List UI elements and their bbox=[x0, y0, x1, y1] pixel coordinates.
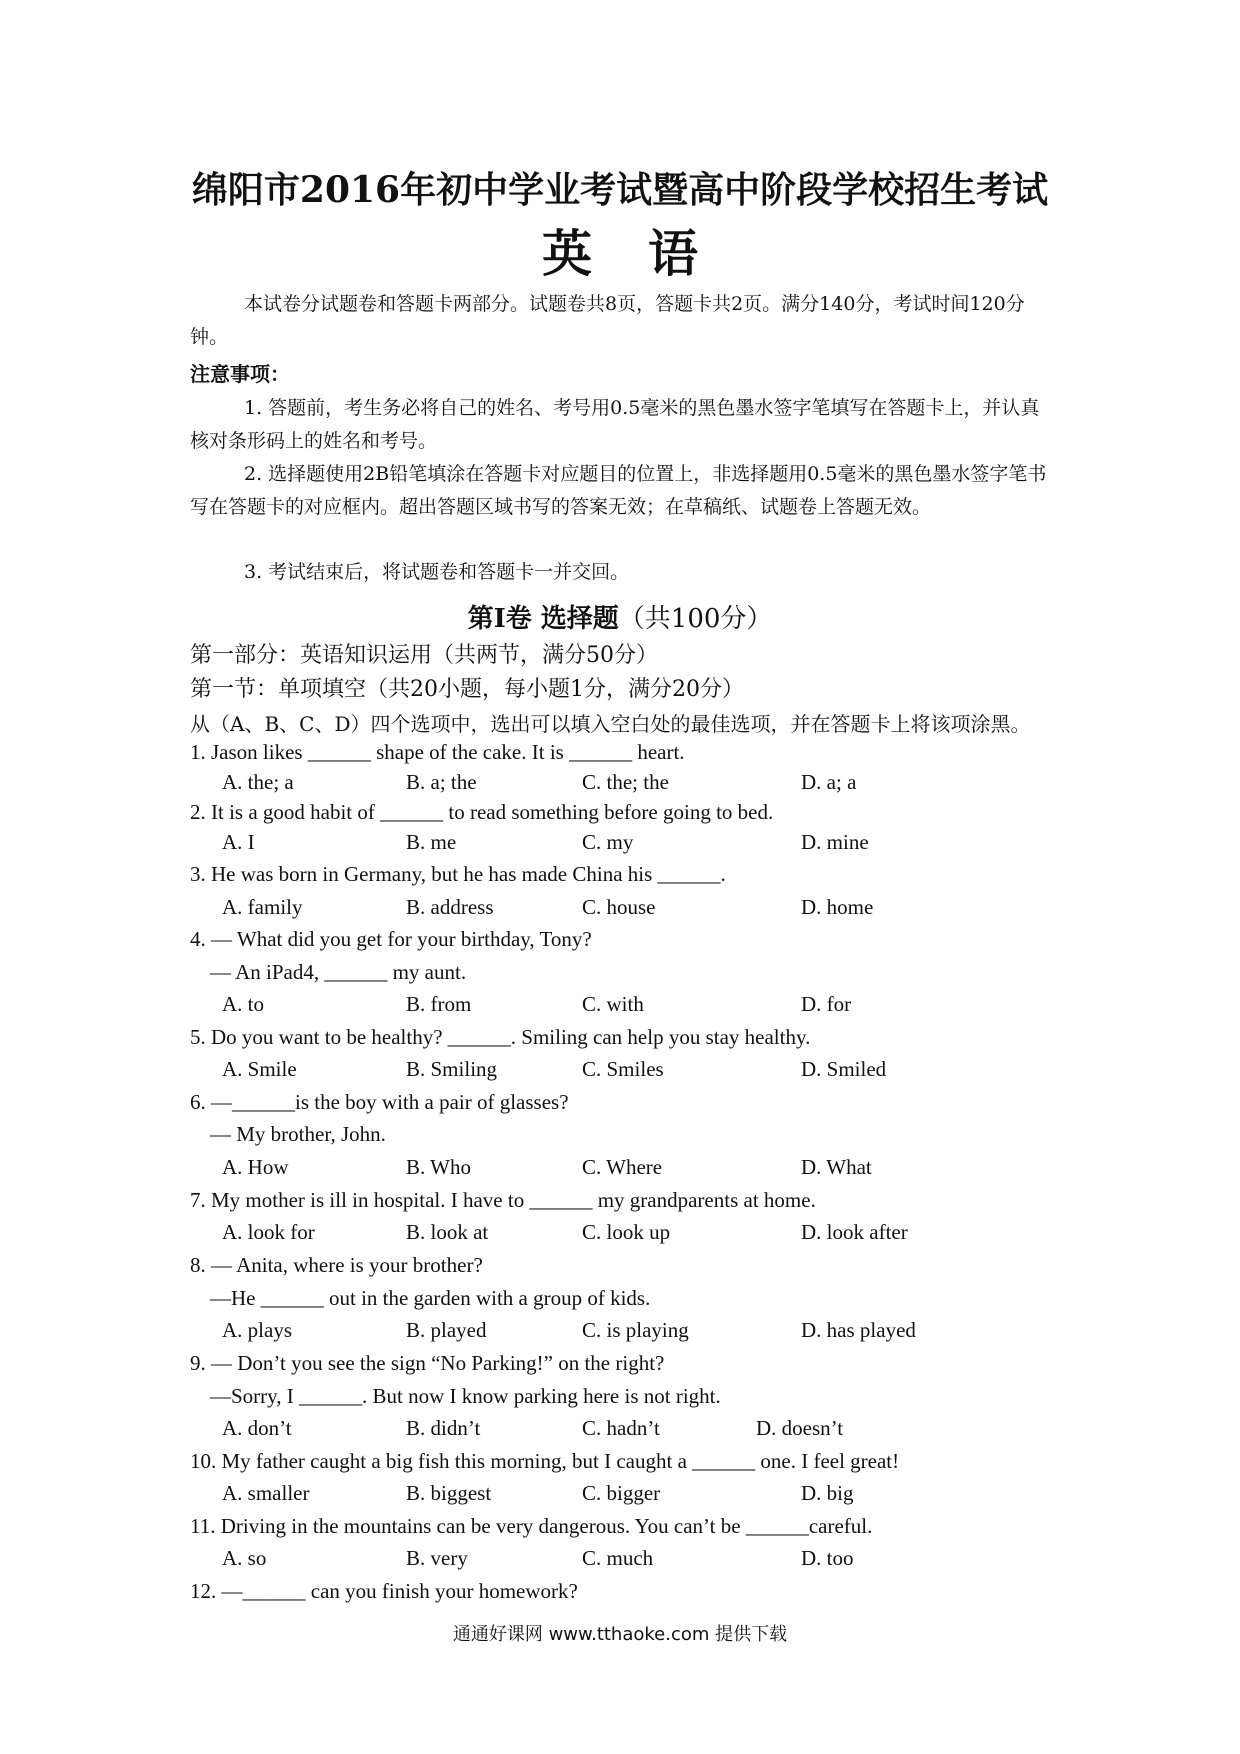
question-options bbox=[222, 992, 1022, 1018]
notice-item-3: 3. 考试结束后，将试题卷和答题卡一并交回。 bbox=[244, 561, 630, 583]
option-a: A. I bbox=[222, 830, 255, 854]
question-stem: 12. —______ can you finish your homework? bbox=[190, 1579, 578, 1603]
question-answer-line: — An iPad4, ______ my aunt. bbox=[210, 960, 467, 984]
question-options bbox=[222, 895, 1022, 921]
notice-heading: 注意事项： bbox=[190, 362, 290, 386]
question-options bbox=[222, 1318, 1022, 1344]
question-stem: 3. He was born in Germany, but he has made China his ______. bbox=[190, 862, 726, 886]
question-options bbox=[222, 770, 1022, 796]
question-stem: 7. My mother is ill in hospital. I have to ______ my grandparents at home. bbox=[190, 1188, 816, 1212]
option-d: D. a; a bbox=[801, 770, 857, 794]
option-b: B. Who bbox=[406, 1155, 471, 1179]
question-stem: 8. — Anita, where is your brother? bbox=[190, 1253, 483, 1277]
question-stem: 1. Jason likes ______ shape of the cake. It is ______ heart. bbox=[190, 740, 685, 764]
question-stem: 4. — What did you get for your birthday, Tony? bbox=[190, 927, 592, 951]
option-a: A. the; a bbox=[222, 770, 294, 794]
option-a: A. smaller bbox=[222, 1481, 310, 1505]
exam-title: 绵阳市2016年初中学业考试暨高中阶段学校招生考试 bbox=[191, 169, 1049, 211]
option-d: D. too bbox=[801, 1546, 854, 1570]
volume-title-score: （共100分） bbox=[618, 604, 773, 634]
option-c: C. with bbox=[582, 992, 644, 1016]
notice-item-2: 2. 选择题使用2B铅笔填涂在答题卡对应题目的位置上，非选择题用0.5毫米的黑色墨水签字笔书写在答题卡的对应框内。超出答题区域书写的答案无效；在草稿纸、试题卷上答题无效。 bbox=[190, 463, 1047, 518]
option-d: D. Smiled bbox=[801, 1057, 887, 1081]
question-options bbox=[222, 1155, 1022, 1181]
option-a: A. plays bbox=[222, 1318, 292, 1342]
question-options bbox=[222, 1481, 1022, 1507]
question-answer-line: —He ______ out in the garden with a group of kids. bbox=[210, 1286, 651, 1310]
option-a: A. family bbox=[222, 895, 303, 919]
question-stem: 2. It is a good habit of ______ to read something before going to bed. bbox=[190, 800, 774, 824]
question-options bbox=[222, 1546, 1022, 1572]
option-b: B. me bbox=[406, 830, 457, 854]
option-a: A. look for bbox=[222, 1220, 315, 1244]
section-heading: 第一节：单项填空（共20小题，每小题1分，满分20分） bbox=[190, 677, 744, 702]
page-footer: 通通好课网 www.tthaoke.com 提供下载 bbox=[452, 1624, 788, 1645]
question-options bbox=[222, 830, 1022, 856]
section-instruction: 从（A、B、C、D）四个选项中，选出可以填入空白处的最佳选项，并在答题卡上将该项涂黑。 bbox=[190, 712, 1031, 736]
part-heading: 第一部分：英语知识运用（共两节，满分50分） bbox=[190, 643, 658, 668]
question-options bbox=[222, 1416, 1022, 1442]
question-options bbox=[222, 1057, 1022, 1083]
option-b: B. address bbox=[406, 895, 494, 919]
option-c: C. bigger bbox=[582, 1481, 661, 1505]
option-b: B. didn’t bbox=[406, 1416, 481, 1440]
volume-title bbox=[0, 598, 1240, 635]
option-c: C. my bbox=[582, 830, 634, 854]
question-stem: 5. Do you want to be healthy? ______. Smiling can help you stay healthy. bbox=[190, 1025, 811, 1049]
notice-item-1: 1. 答题前，考生务必将自己的姓名、考号用0.5毫米的黑色墨水签字笔填写在答题卡上，并认真核对条形码上的姓名和考号。 bbox=[190, 397, 1040, 452]
option-b: B. played bbox=[406, 1318, 487, 1342]
option-d: D. has played bbox=[801, 1318, 916, 1342]
option-c: C. Where bbox=[582, 1155, 663, 1179]
option-d: D. mine bbox=[801, 830, 869, 854]
option-a: A. to bbox=[222, 992, 264, 1016]
option-a: A. so bbox=[222, 1546, 267, 1570]
question-stem: 9. — Don’t you see the sign “No Parking!” on the right? bbox=[190, 1351, 665, 1375]
subject-title: 英语 bbox=[542, 224, 754, 283]
question-stem: 6. —______is the boy with a pair of glasses? bbox=[190, 1090, 569, 1114]
option-d: D. big bbox=[801, 1481, 854, 1505]
option-a: A. How bbox=[222, 1155, 289, 1179]
volume-title-bold: 第I卷 选择题 bbox=[467, 604, 619, 634]
option-b: B. from bbox=[406, 992, 472, 1016]
option-c: C. much bbox=[582, 1546, 654, 1570]
option-a: A. Smile bbox=[222, 1057, 297, 1081]
option-c: C. hadn’t bbox=[582, 1416, 660, 1440]
option-d: D. What bbox=[801, 1155, 872, 1179]
question-stem: 11. Driving in the mountains can be very dangerous. You can’t be ______careful. bbox=[190, 1514, 873, 1538]
option-b: B. biggest bbox=[406, 1481, 492, 1505]
option-c: C. look up bbox=[582, 1220, 671, 1244]
option-c: C. Smiles bbox=[582, 1057, 664, 1081]
option-a: A. don’t bbox=[222, 1416, 292, 1440]
question-answer-line: —Sorry, I ______. But now I know parking here is not right. bbox=[210, 1384, 721, 1408]
option-d: D. doesn’t bbox=[756, 1416, 844, 1440]
intro-paragraph: 本试卷分试题卷和答题卡两部分。试题卷共8页，答题卡共2页。满分140分，考试时间120分钟。 bbox=[190, 293, 1025, 348]
option-d: D. for bbox=[801, 992, 852, 1016]
option-c: C. house bbox=[582, 895, 656, 919]
option-b: B. Smiling bbox=[406, 1057, 498, 1081]
option-c: C. the; the bbox=[582, 770, 669, 794]
option-d: D. look after bbox=[801, 1220, 908, 1244]
question-options bbox=[222, 1220, 1022, 1246]
question-answer-line: — My brother, John. bbox=[210, 1122, 386, 1146]
option-c: C. is playing bbox=[582, 1318, 689, 1342]
option-b: B. a; the bbox=[406, 770, 477, 794]
option-b: B. look at bbox=[406, 1220, 489, 1244]
option-d: D. home bbox=[801, 895, 874, 919]
option-b: B. very bbox=[406, 1546, 468, 1570]
question-stem: 10. My father caught a big fish this morning, but I caught a ______ one. I feel great! bbox=[190, 1449, 900, 1473]
